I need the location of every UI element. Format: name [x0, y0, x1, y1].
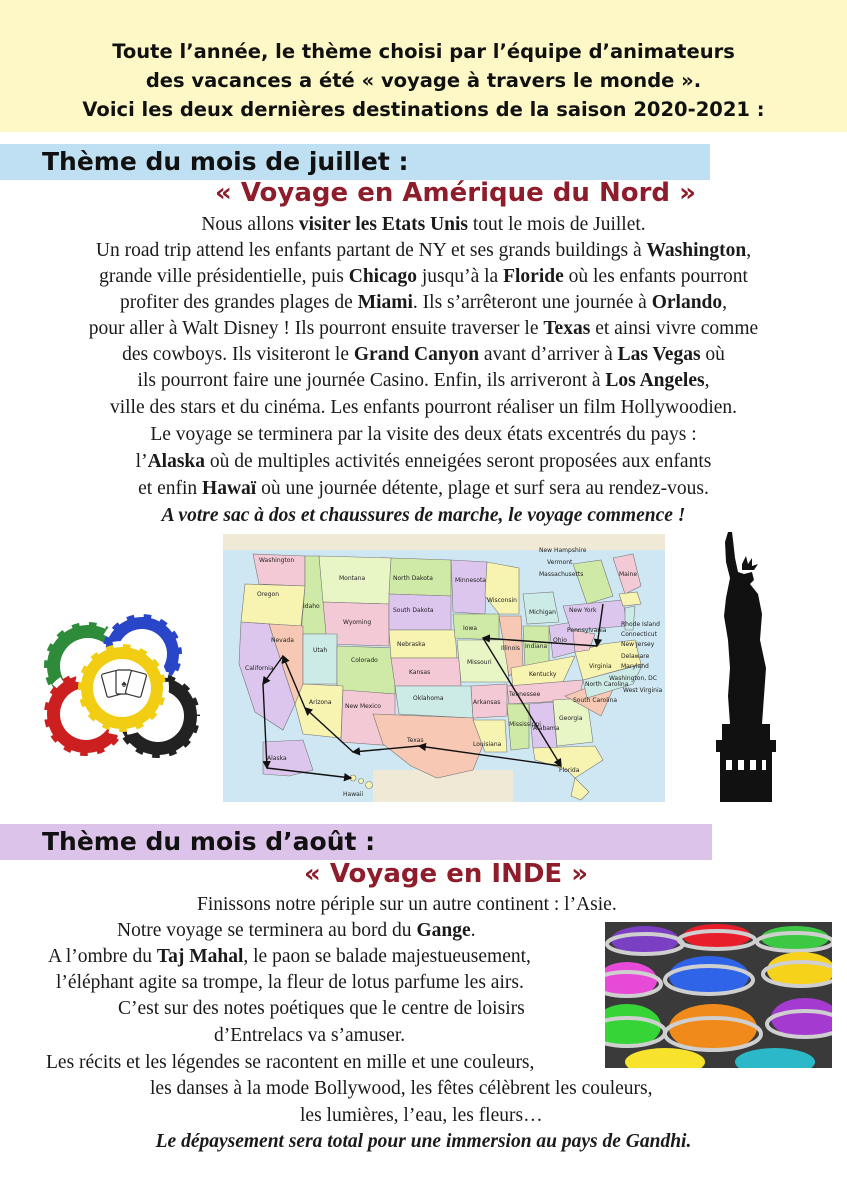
- colored-powders-image: [605, 922, 832, 1068]
- august-line: A l’ombre du Taj Mahal, le paon se balade majestueusement,: [48, 946, 531, 967]
- svg-text:Tennessee: Tennessee: [509, 691, 541, 698]
- august-line: l’éléphant agite sa trompe, la fleur de lotus parfume les airs.: [56, 972, 524, 993]
- july-theme-band: [0, 144, 710, 180]
- intro-line-2: des vacances a été « voyage à travers le monde ».: [145, 69, 702, 92]
- july-line: profiter des grandes plages de Miami. Ils s’arrêteront une journée à Orlando,: [119, 292, 728, 313]
- svg-text:Delaware: Delaware: [621, 653, 650, 660]
- july-line: Le voyage se terminera par la visite des deux états excentrés du pays :: [150, 424, 697, 445]
- svg-text:Louisiana: Louisiana: [473, 741, 502, 748]
- svg-text:Iowa: Iowa: [463, 625, 478, 632]
- svg-text:Indiana: Indiana: [525, 643, 548, 650]
- august-line: les lumières, l’eau, les fleurs…: [300, 1105, 543, 1126]
- svg-text:Georgia: Georgia: [559, 715, 583, 722]
- usa-map-drawing: [223, 534, 665, 802]
- july-line: grande ville présidentielle, puis Chicago jusqu’à la Floride où les enfants pourront: [99, 266, 748, 287]
- svg-text:West Virginia: West Virginia: [623, 687, 663, 694]
- svg-text:Florida: Florida: [559, 767, 580, 774]
- svg-text:Oklahoma: Oklahoma: [413, 695, 444, 702]
- svg-text:Wyoming: Wyoming: [343, 619, 372, 626]
- august-theme-band: [0, 824, 712, 860]
- svg-text:Maryland: Maryland: [621, 663, 649, 670]
- svg-text:Vermont: Vermont: [547, 559, 573, 566]
- svg-text:New York: New York: [569, 607, 597, 614]
- july-theme-title: Thème du mois de juillet :: [42, 147, 409, 176]
- svg-text:Kentucky: Kentucky: [529, 671, 557, 678]
- svg-text:Virginia: Virginia: [589, 663, 612, 670]
- svg-text:Ohio: Ohio: [553, 637, 567, 644]
- svg-text:Maine: Maine: [619, 571, 638, 578]
- intro-line-3: Voici les deux dernières destinations de la saison 2020-2021 :: [82, 98, 765, 121]
- svg-text:Wisconsin: Wisconsin: [487, 597, 517, 604]
- july-line: et enfin Hawaï où une journée détente, plage et surf sera au rendez-vous.: [138, 478, 709, 499]
- july-subtitle: « Voyage en Amérique du Nord »: [215, 178, 696, 208]
- intro-line-1: Toute l’année, le thème choisi par l’équipe d’animateurs: [112, 40, 735, 63]
- svg-text:Nevada: Nevada: [271, 637, 294, 644]
- svg-text:Arkansas: Arkansas: [473, 699, 501, 706]
- svg-text:Alaska: Alaska: [267, 755, 287, 762]
- svg-text:Pennsylvania: Pennsylvania: [567, 627, 607, 634]
- svg-text:Kansas: Kansas: [409, 669, 431, 676]
- july-closing: A votre sac à dos et chaussures de marche, le voyage commence !: [161, 505, 686, 526]
- svg-text:Arizona: Arizona: [309, 699, 332, 706]
- svg-text:Utah: Utah: [313, 647, 328, 654]
- svg-text:New Jersey: New Jersey: [621, 641, 655, 648]
- august-line: Notre voyage se terminera au bord du Gange.: [117, 920, 476, 941]
- svg-text:♠: ♠: [121, 679, 127, 690]
- svg-text:Montana: Montana: [339, 575, 366, 582]
- svg-text:South Dakota: South Dakota: [393, 607, 434, 614]
- july-line: ils pourront faire une journée Casino. Enfin, ils arriveront à Los Angeles,: [137, 370, 710, 391]
- svg-text:Alabama: Alabama: [533, 725, 560, 732]
- july-line: pour aller à Walt Disney ! Ils pourront ensuite traverser le Texas et ainsi vivre comme: [88, 318, 759, 339]
- casino-chips-image: [38, 614, 202, 764]
- svg-text:New Hampshire: New Hampshire: [539, 547, 587, 554]
- svg-text:Missouri: Missouri: [467, 659, 492, 666]
- july-line: Un road trip attend les enfants partant de NY et ses grands buildings à Washington,: [95, 240, 752, 261]
- svg-text:Rhode Island: Rhode Island: [621, 621, 660, 628]
- svg-text:Illinois: Illinois: [501, 645, 521, 652]
- august-line: Les récits et les légendes se racontent en mille et une couleurs,: [46, 1052, 535, 1073]
- playing-cards-icon: [101, 670, 147, 698]
- august-line: d’Entrelacs va s’amuser.: [214, 1025, 406, 1046]
- july-line: des cowboys. Ils visiteront le Grand Canyon avant d’arriver à Las Vegas où: [122, 344, 725, 365]
- august-line: les danses à la mode Bollywood, les fêtes célèbrent les couleurs,: [150, 1078, 653, 1099]
- july-line: ville des stars et du cinéma. Les enfants pourront réaliser un film Hollywoodien.: [109, 397, 738, 418]
- svg-text:Washington: Washington: [259, 557, 295, 564]
- svg-text:Mississippi: Mississippi: [509, 721, 541, 728]
- svg-text:New Mexico: New Mexico: [345, 703, 381, 710]
- svg-text:South Carolina: South Carolina: [573, 697, 618, 704]
- intro-box: [0, 0, 847, 132]
- july-line: l’Alaska où de multiples activités enneigées seront proposées aux enfants: [135, 451, 712, 472]
- svg-text:Connecticut: Connecticut: [621, 631, 657, 638]
- august-line: Finissons notre périple sur un autre continent : l’Asie.: [197, 894, 617, 915]
- statue-of-liberty-image: [708, 528, 784, 804]
- svg-text:Texas: Texas: [407, 737, 424, 744]
- svg-text:Oregon: Oregon: [257, 591, 280, 598]
- svg-text:Washington, DC: Washington, DC: [609, 675, 657, 682]
- svg-text:Minnesota: Minnesota: [455, 577, 486, 584]
- svg-text:North Carolina: North Carolina: [585, 681, 629, 688]
- svg-text:Michigan: Michigan: [529, 609, 556, 616]
- august-closing: Le dépaysement sera total pour une immersion au pays de Gandhi.: [155, 1131, 692, 1152]
- svg-text:Idaho: Idaho: [303, 603, 320, 610]
- svg-text:Massachusetts: Massachusetts: [539, 571, 584, 578]
- august-line: C’est sur des notes poétiques que le centre de loisirs: [118, 998, 525, 1019]
- svg-text:North Dakota: North Dakota: [393, 575, 433, 582]
- svg-text:Colorado: Colorado: [351, 657, 378, 664]
- svg-text:Hawaii: Hawaii: [343, 791, 364, 798]
- svg-text:Nebraska: Nebraska: [397, 641, 426, 648]
- july-line: Nous allons visiter les Etats Unis tout le mois de Juillet.: [201, 214, 646, 235]
- august-theme-title: Thème du mois d’août :: [42, 827, 376, 856]
- usa-map: [223, 534, 665, 802]
- svg-text:California: California: [245, 665, 274, 672]
- august-subtitle: « Voyage en INDE »: [304, 859, 589, 889]
